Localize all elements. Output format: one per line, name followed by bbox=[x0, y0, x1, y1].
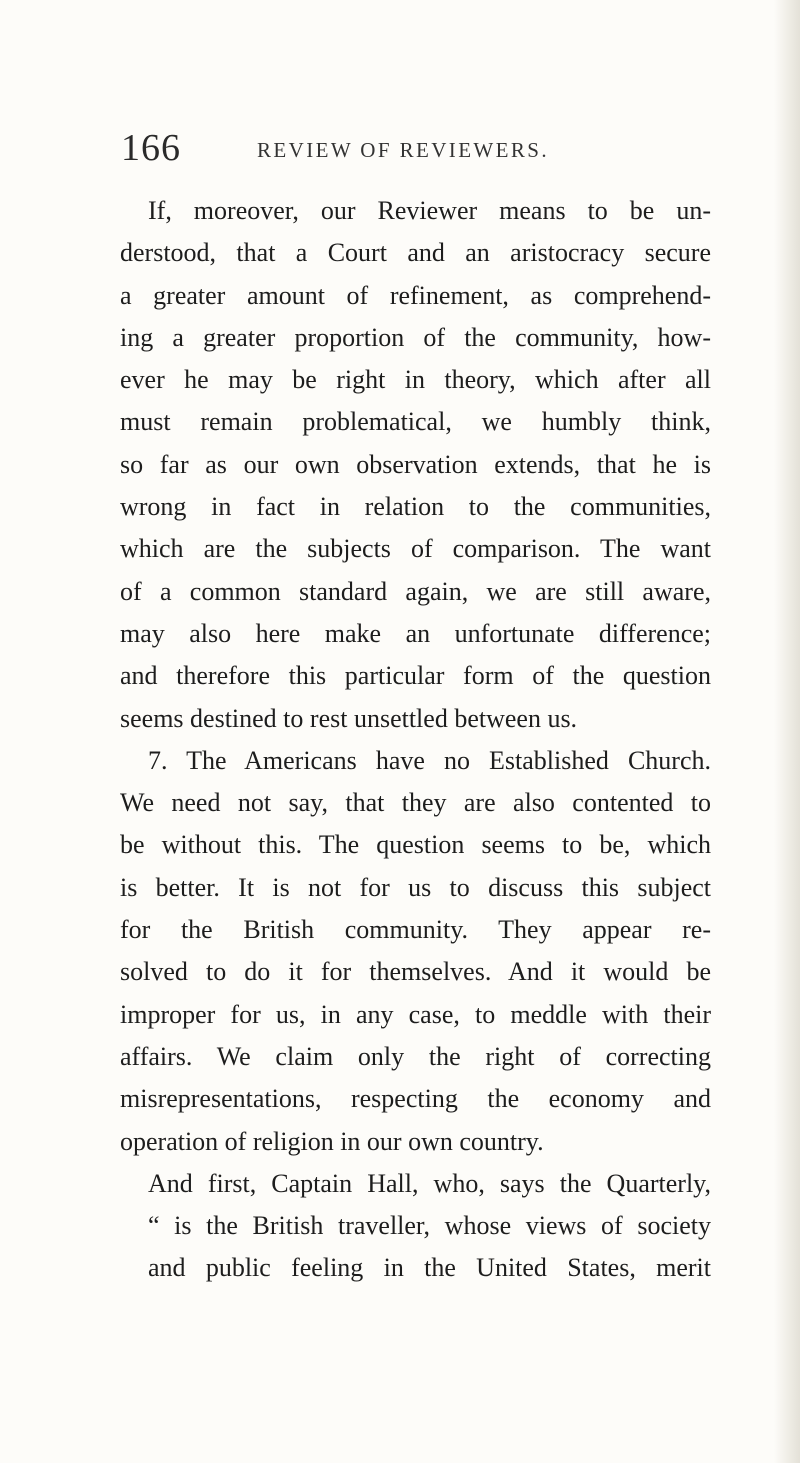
text-line: misrepresentations, respecting the economy and bbox=[120, 1084, 711, 1114]
page-number: 166 bbox=[121, 127, 181, 169]
text-line: derstood, that a Court and an aristocracy secure bbox=[120, 238, 711, 268]
text-line: ever he may be right in theory, which after all bbox=[120, 365, 711, 395]
text-line: may also here make an unfortunate difference; bbox=[120, 618, 711, 648]
text-line: be without this. The question seems to be, which bbox=[120, 830, 711, 860]
text-line: affairs. We claim only the right of correcting bbox=[120, 1041, 711, 1071]
text-line: improper for us, in any case, to meddle with their bbox=[120, 999, 711, 1029]
text-line: solved to do it for themselves. And it would be bbox=[120, 957, 711, 987]
text-line: seems destined to rest unsettled between us. bbox=[120, 703, 578, 733]
text-line: and therefore this particular form of the question bbox=[120, 661, 711, 691]
body-text bbox=[120, 190, 711, 1290]
text-line: must remain problematical, we humbly think, bbox=[120, 407, 711, 437]
text-line: a greater amount of refinement, as comprehend- bbox=[120, 280, 711, 310]
text-line: of a common standard again, we are still aware, bbox=[120, 576, 711, 606]
page-header bbox=[121, 128, 681, 178]
text-line: wrong in fact in relation to the communities, bbox=[120, 492, 711, 522]
text-line: for the British community. They appear re- bbox=[120, 915, 711, 945]
text-line: ing a greater proportion of the community, how- bbox=[120, 322, 711, 352]
running-head: REVIEW OF REVIEWERS. bbox=[257, 138, 550, 162]
text-line: And first, Captain Hall, who, says the Quarterly, bbox=[148, 1168, 711, 1198]
text-line: If, moreover, our Reviewer means to be un- bbox=[148, 196, 711, 225]
text-line: We need not say, that they are also contented to bbox=[120, 788, 711, 818]
text-line: and public feeling in the United States, merit bbox=[148, 1253, 711, 1283]
page-edge-shadow bbox=[774, 0, 800, 1463]
text-line: 7. The Americans have no Established Church. bbox=[148, 745, 711, 775]
text-line: which are the subjects of comparison. The want bbox=[120, 534, 711, 564]
text-line: so far as our own observation extends, that he is bbox=[120, 449, 711, 479]
text-line: operation of religion in our own country. bbox=[120, 1126, 544, 1156]
text-line: is better. It is not for us to discuss this subject bbox=[120, 872, 711, 902]
text-line: “ is the British traveller, whose views of society bbox=[148, 1211, 711, 1241]
